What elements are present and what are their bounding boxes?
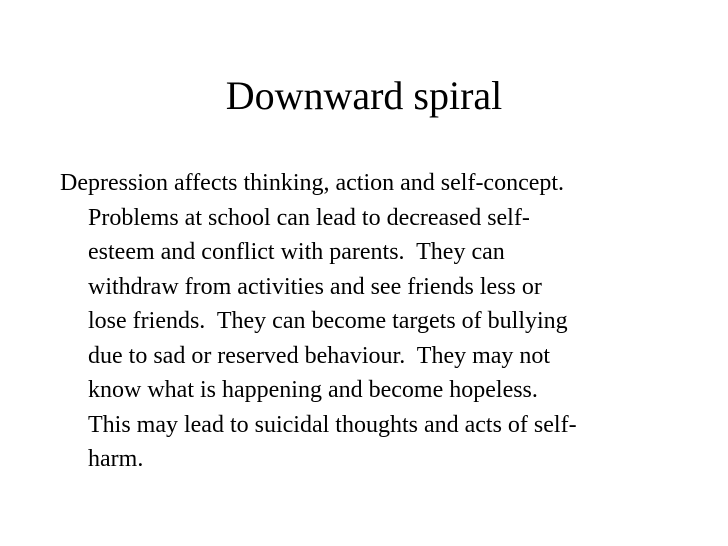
body-line: withdraw from activities and see friends less or [88, 273, 542, 300]
slide-body [60, 166, 680, 477]
body-line: esteem and conflict with parents. They can [88, 239, 505, 265]
slide-title: Downward spiral [225, 73, 503, 118]
body-line: Problems at school can lead to decreased self- [88, 204, 530, 231]
body-line: harm. [88, 446, 144, 472]
body-line: Depression affects thinking, action and self-concept. [60, 170, 565, 196]
body-line: due to sad or reserved behaviour. They may not [88, 342, 551, 369]
body-line: lose friends. They can become targets of bullying [88, 308, 568, 334]
body-line: This may lead to suicidal thoughts and acts of self- [88, 411, 577, 438]
body-line: know what is happening and become hopeless. [88, 377, 538, 403]
